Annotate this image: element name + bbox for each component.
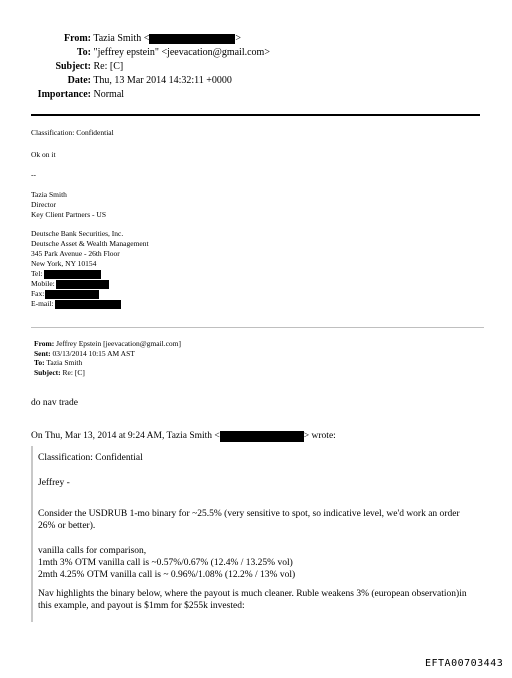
mobile-row <box>31 279 149 289</box>
header-subject-row <box>0 60 270 74</box>
email-label: E-mail: <box>31 299 54 308</box>
fwd-sent-value: 03/13/2014 10:15 AM AST <box>52 348 135 358</box>
quoted-greeting: Jeffrey - <box>38 478 70 488</box>
fax-label: Fax: <box>31 289 45 298</box>
sig-title: Director <box>31 200 56 209</box>
date-label: Date: <box>67 75 91 86</box>
tel-row <box>31 269 149 279</box>
company-line-1: Deutsche Bank Securities, Inc. <box>31 229 124 238</box>
forwarded-header <box>34 339 181 377</box>
body-separator: -- <box>31 170 36 179</box>
redaction-bar <box>45 290 99 299</box>
fwd-sent-row <box>34 349 181 359</box>
redaction-bar <box>44 270 101 279</box>
sig-team: Key Client Partners - US <box>31 210 106 219</box>
wrote-prefix: On Thu, Mar 13, 2014 at 9:24 AM, Tazia Smith < <box>31 431 220 441</box>
quote-bar <box>31 446 33 622</box>
quoted-paragraph-1: Consider the USDRUB 1-mo binary for ~25.5% (very sensitive to spot, so indicative level, we'd work an order 26% or better). <box>38 509 460 532</box>
subject-label: Subject: <box>55 61 91 72</box>
from-value: Tazia Smith < <box>93 33 150 44</box>
fwd-from-label: From: <box>34 339 55 348</box>
header-importance-row <box>0 88 270 102</box>
date-value: Thu, 13 Mar 2014 14:32:11 +0000 <box>93 75 232 86</box>
address-line-2: New York, NY 10154 <box>31 259 97 268</box>
body-message: Ok on it <box>31 150 56 159</box>
fwd-sent-label: Sent: <box>34 348 51 358</box>
importance-value: Normal <box>93 89 125 100</box>
signature-block <box>31 190 106 220</box>
mobile-label: Mobile: <box>31 279 55 288</box>
header-from-row <box>0 32 270 46</box>
company-line-2: Deutsche Asset & Wealth Management <box>31 239 149 248</box>
fax-row <box>31 289 149 299</box>
importance-label: Importance: <box>37 89 91 100</box>
vanilla-intro: vanilla calls for comparison, <box>38 546 147 556</box>
to-value: "jeffrey epstein" <jeevacation@gmail.com> <box>93 47 270 58</box>
fwd-from-value: Jeffrey Epstein [jeevacation@gmail.com] <box>56 339 182 348</box>
sig-name: Tazia Smith <box>31 190 67 199</box>
fwd-from-row <box>34 339 181 349</box>
fwd-to-label: To: <box>34 358 45 367</box>
quoted-paragraph-3: Nav highlights the binary below, where the payout is much cleaner. Ruble weakens 3% (european observation)in this example, and payout is $1mm for $255k invested: <box>38 589 467 612</box>
redaction-bar <box>55 300 121 309</box>
fwd-subject-value: Re: [C] <box>62 367 85 377</box>
to-label: To: <box>76 47 91 58</box>
wrote-suffix: > wrote: <box>303 431 336 441</box>
fwd-subject-label: Subject: <box>34 367 61 377</box>
forward-divider <box>31 327 484 328</box>
quoted-classification: Classification: Confidential <box>38 453 143 463</box>
header-to-row <box>0 46 270 60</box>
fwd-to-row <box>34 358 181 368</box>
from-label: From: <box>63 33 91 44</box>
subject-value: Re: [C] <box>93 61 124 72</box>
from-close: > <box>235 33 242 44</box>
redaction-bar <box>56 280 109 289</box>
document-id: EFTA00703443 <box>425 658 504 669</box>
fwd-subject-row <box>34 368 181 378</box>
fwd-to-value: Tazia Smith <box>46 358 83 367</box>
wrote-line <box>31 430 336 442</box>
email-header <box>0 32 270 102</box>
company-block <box>31 229 149 309</box>
reply-text: do nav trade <box>31 398 78 408</box>
quoted-vanilla-block <box>38 545 478 582</box>
header-divider <box>31 114 480 116</box>
vanilla-line-1: 1mth 3% OTM vanilla call is ~0.57%/0.67% (12.4% / 13.25% vol) <box>38 558 293 569</box>
address-line-1: 345 Park Avenue - 26th Floor <box>31 249 120 258</box>
header-date-row <box>0 74 270 88</box>
redaction-bar <box>220 431 304 442</box>
email-row <box>31 299 149 309</box>
vanilla-line-2: 2mth 4.25% OTM vanilla call is ~ 0.96%/1.08% (12.2% / 13% vol) <box>38 570 296 581</box>
body-classification: Classification: Confidential <box>31 128 114 137</box>
redaction-bar <box>149 34 235 44</box>
tel-label: Tel: <box>31 269 43 278</box>
